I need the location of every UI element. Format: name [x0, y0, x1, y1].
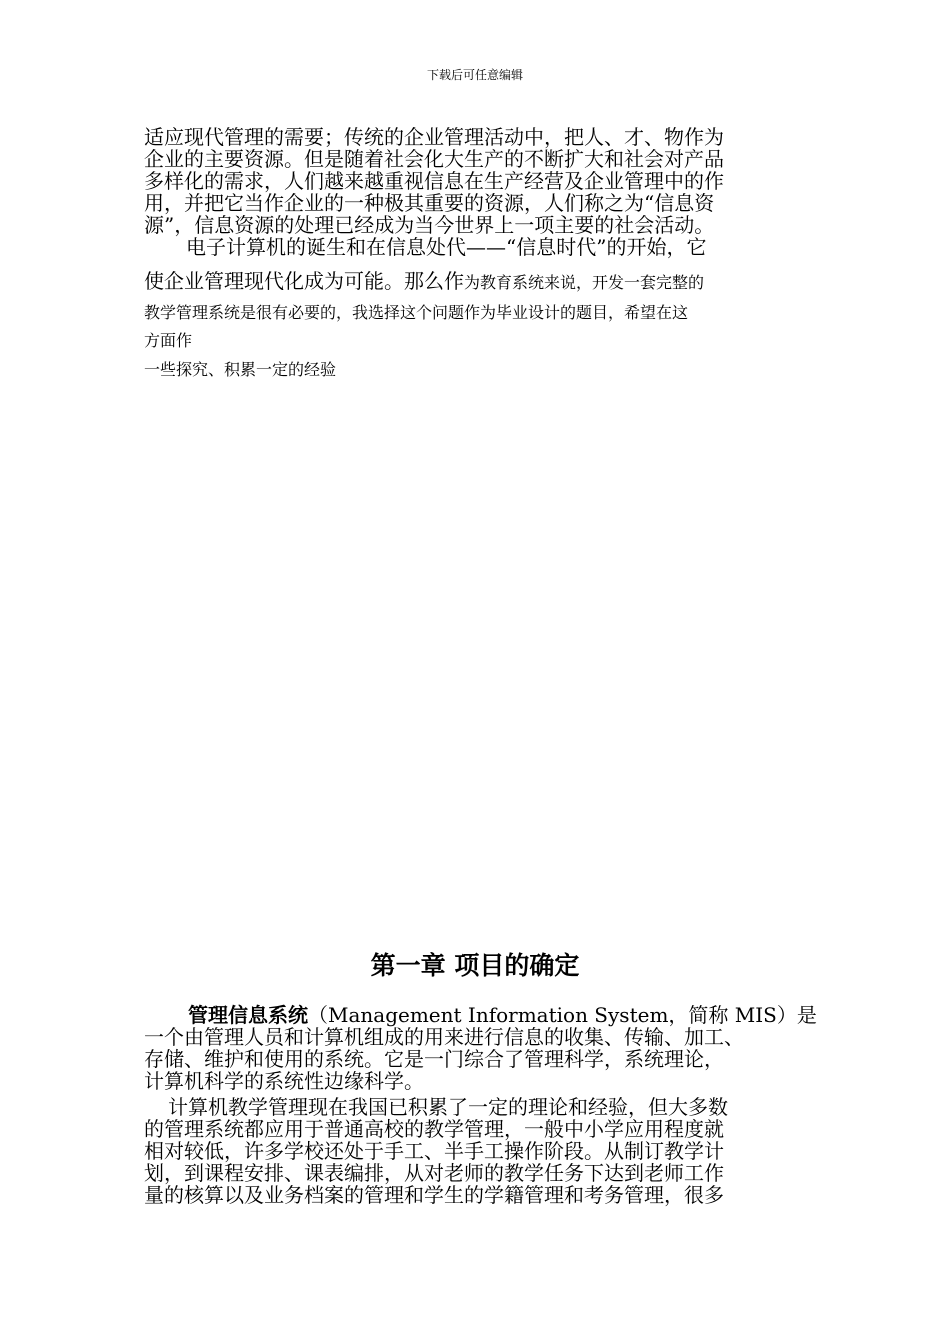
text-line: 相对较低，许多学校还处于手工、半手工操作阶段。从制订教学计	[144, 1139, 724, 1163]
text-line: 一个由管理人员和计算机组成的用来进行信息的收集、传输、加工、	[144, 1025, 744, 1049]
text-line: 划，到课程安排、课表编排，从对老师的教学任务下达到老师工作	[144, 1161, 724, 1185]
text-line: 企业的主要资源。但是随着社会化大生产的不断扩大和社会对产品	[144, 147, 724, 171]
mixed-size-line	[144, 270, 704, 294]
mixed-small-part: 为教育系统来说，开发一套完整的	[464, 273, 705, 292]
page-header: 下载后可任意编辑	[426, 68, 523, 82]
term-definition: （Management Information System，简称 MIS）是	[308, 1003, 817, 1027]
text-line-indented: 电子计算机的诞生和在信息处代——“信息时代”的开始，它	[186, 235, 707, 259]
small-text-line: 教学管理系统是很有必要的，我选择这个问题作为毕业设计的题目，希望在这	[144, 303, 689, 322]
text-line: 适应现代管理的需要；传统的企业管理活动中，把人、才、物作为	[144, 125, 724, 149]
term-bold: 管理信息系统	[188, 1003, 308, 1027]
small-text-line: 一些探究、积累一定的经验	[144, 360, 337, 379]
paragraph-first-line	[188, 1004, 817, 1026]
small-text-line: 方面作	[144, 331, 193, 350]
mixed-large-part: 使企业管理现代化成为可能。那么作	[144, 269, 464, 293]
text-line: 用，并把它当作企业的一种极其重要的资源，人们称之为“信息资	[144, 191, 715, 215]
text-line: 存储、维护和使用的系统。它是一门综合了管理科学，系统理论，	[144, 1047, 724, 1071]
text-line: 计算机科学的系统性边缘科学。	[144, 1069, 424, 1093]
text-line-indented: 计算机教学管理现在我国已积累了一定的理论和经验，但大多数	[168, 1095, 728, 1119]
text-line: 多样化的需求，人们越来越重视信息在生产经营及企业管理中的作	[144, 169, 724, 193]
chapter-title: 第一章 项目的确定	[370, 951, 580, 980]
text-line: 源”，信息资源的处理已经成为当今世界上一项主要的社会活动。	[144, 213, 715, 237]
text-line: 量的核算以及业务档案的管理和学生的学籍管理和考务管理，很多	[144, 1183, 724, 1207]
text-line: 的管理系统都应用于普通高校的教学管理，一般中小学应用程度就	[144, 1117, 724, 1141]
